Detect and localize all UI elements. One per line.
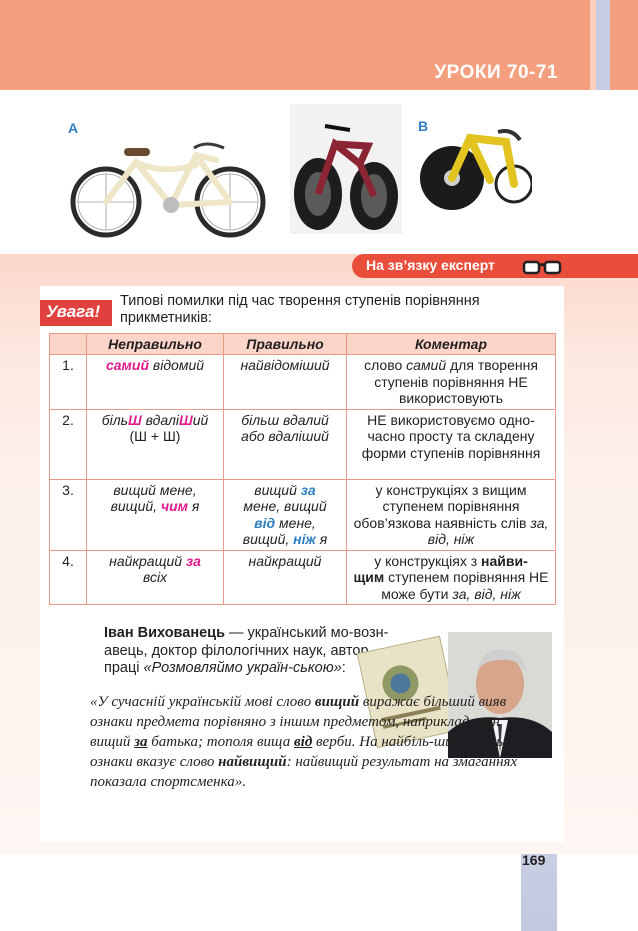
- comment-bold: щим: [353, 569, 385, 585]
- quote-part: «У сучасній українській мові слово: [90, 694, 315, 710]
- table-row: [50, 409, 556, 479]
- correct-highlight: від: [254, 514, 276, 531]
- quote-part: : найвищий результат на змаганнях показала спортсменка».: [90, 754, 518, 790]
- correct-highlight: за: [300, 481, 316, 498]
- quote-emphasis: вищий: [314, 694, 360, 710]
- comment-text: у конструкціях з: [374, 552, 482, 569]
- quote-emphasis: від: [293, 734, 313, 750]
- comment: [347, 479, 556, 550]
- comment: [347, 355, 556, 410]
- comment: [347, 550, 556, 605]
- expert-banner-label: На зв’язку експерт: [366, 257, 495, 273]
- correct-form: найвідоміший: [224, 355, 347, 410]
- row-number: 3.: [50, 479, 87, 550]
- error-highlight: за: [185, 552, 201, 569]
- table-header-comment: Коментар: [347, 334, 556, 355]
- row-number: 2.: [50, 409, 87, 479]
- correct-form: більш вдалий або вдаліший: [224, 409, 347, 479]
- comment-text: ступенем порівняння НЕ може бути: [381, 569, 549, 602]
- bio-colon: :: [341, 660, 346, 676]
- wrong-form: [87, 409, 224, 479]
- wrong-form-text: відомий: [149, 357, 205, 373]
- author-name: Іван Вихованець: [104, 625, 225, 641]
- wrong-form-text: всіх: [142, 569, 168, 585]
- correct-highlight: ніж: [293, 531, 316, 547]
- comment-text: для творення ступенів порівняння НЕ використовують: [374, 357, 538, 406]
- wrong-form-text: вищий мене,: [113, 481, 197, 498]
- comment: НЕ використовуємо одно-часно просту та складену форми ступенів порівняння: [347, 409, 556, 479]
- bike-letter-a: А: [68, 120, 79, 136]
- quote-part: батька; тополя вища: [147, 734, 294, 750]
- correct-form: [224, 479, 347, 550]
- comment-italic: за, від, ніж: [452, 585, 521, 602]
- wrong-form-text: найкращий: [109, 552, 186, 569]
- comment-italic: самий: [406, 357, 447, 373]
- wrong-form-text: я: [188, 498, 200, 514]
- table-header-right: Правильно: [224, 334, 347, 355]
- correct-form-text: мене, вищий: [243, 498, 327, 514]
- comment-italic: за, від, ніж: [427, 514, 549, 547]
- city-bicycle-image: [66, 130, 270, 240]
- correct-form-text: вищий: [254, 481, 301, 498]
- fat-bike-image: [290, 104, 402, 234]
- correct-form-text: вищий,: [242, 531, 294, 547]
- error-highlight: Ш: [178, 411, 193, 428]
- page-number: 169: [522, 852, 546, 868]
- attention-badge-label: Увага!: [46, 302, 101, 321]
- row-number: 4.: [50, 550, 87, 605]
- table-row: [50, 355, 556, 410]
- glasses-icon: [520, 257, 564, 277]
- lesson-title: УРОКИ 70-71: [434, 62, 558, 83]
- errors-table: [49, 333, 556, 605]
- table-header-wrong: Неправильно: [87, 334, 224, 355]
- error-highlight: чим: [160, 498, 189, 514]
- table-header-row: [50, 334, 556, 355]
- row-number: 1.: [50, 355, 87, 410]
- comment-bold: найви-: [481, 552, 528, 569]
- correct-form-text: мене,: [275, 514, 316, 531]
- wrong-form-text: ий: [192, 411, 209, 428]
- wrong-form-note: (Ш + Ш): [129, 428, 181, 444]
- bike-letter-c: В: [418, 118, 429, 134]
- attention-intro-text: Типові помилки під час творення ступенів порівняння прикметників:: [120, 293, 480, 326]
- quote-text: [90, 692, 520, 792]
- header-stripe: [610, 0, 638, 90]
- table-header-num: [50, 334, 87, 355]
- quote-emphasis: за: [134, 734, 148, 750]
- wrong-form-text: вдалі: [141, 411, 179, 428]
- wrong-form-text: біль: [101, 411, 128, 428]
- quote-part: виражає більший вияв ознаки предмета порівняно з іншим предметом, наприклад: син вищий: [90, 694, 507, 750]
- table-row: [50, 479, 556, 550]
- comment-text: слово: [364, 357, 407, 373]
- track-bicycle-image: [420, 118, 532, 218]
- book-title: «Розмовляймо україн-ською»: [143, 660, 342, 676]
- error-highlight: Ш: [127, 411, 142, 428]
- wrong-form-text: вищий,: [110, 498, 161, 514]
- comment-text: у конструкціях з вищим ступенем порівняння обов’язкова наявність слів: [353, 481, 531, 531]
- error-highlight: самий: [105, 357, 150, 373]
- table-row: [50, 550, 556, 605]
- bio-description: — український мо-вознавець, доктор філологічних наук, автор праці: [104, 625, 389, 676]
- wrong-form: [87, 355, 224, 410]
- header-stripe: [596, 0, 610, 90]
- correct-form-text: я: [315, 531, 328, 547]
- wrong-form: [87, 479, 224, 550]
- wrong-form: [87, 550, 224, 605]
- quote-emphasis: найвищий: [218, 754, 287, 770]
- correct-form: найкращий: [224, 550, 347, 605]
- quote-part: верби. На найбіль-ший рівень ознаки вказує слово: [90, 734, 504, 770]
- bio-text: [104, 625, 394, 678]
